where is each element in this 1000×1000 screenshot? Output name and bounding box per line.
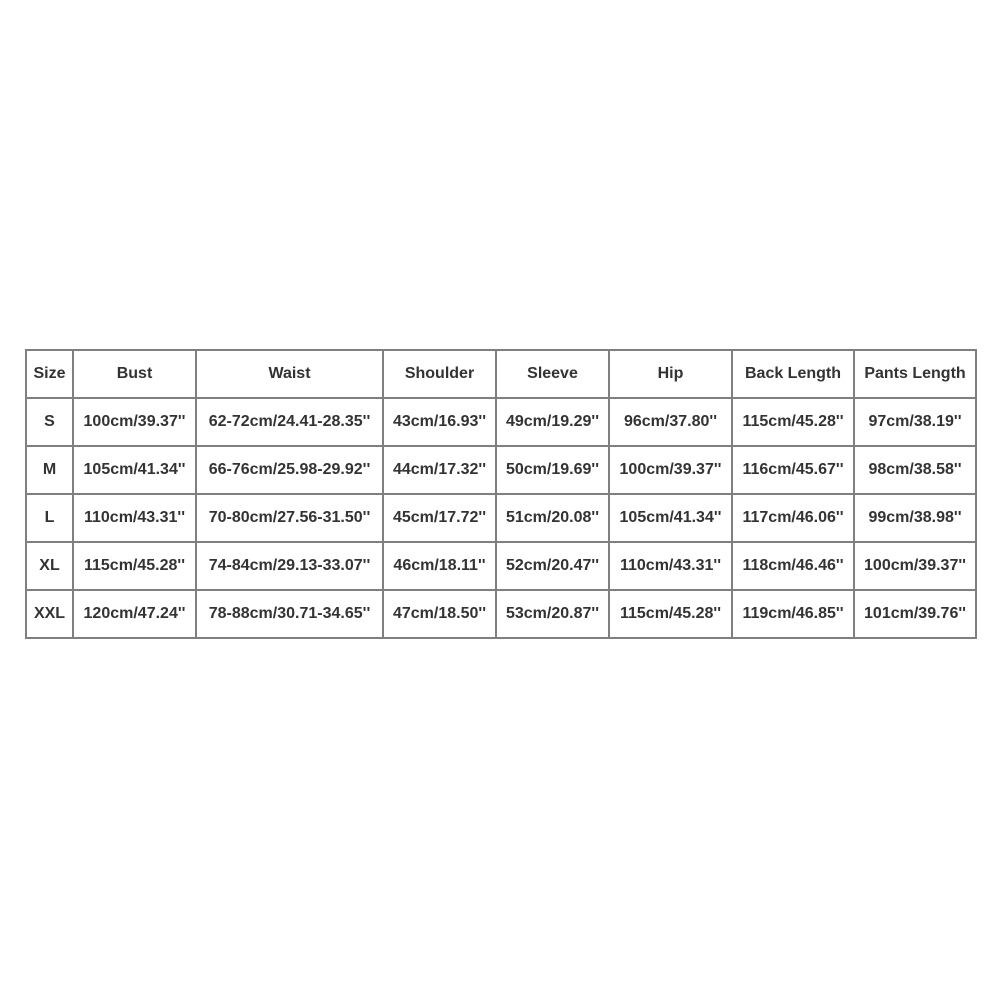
header-cell-hip: Hip [609,350,732,398]
size-cell: XL [26,542,73,590]
hip-cell: 96cm/37.80'' [609,398,732,446]
waist-cell: 74-84cm/29.13-33.07'' [196,542,383,590]
table-row [26,590,976,638]
bust-cell: 105cm/41.34'' [73,446,196,494]
hip-cell: 105cm/41.34'' [609,494,732,542]
waist-cell: 62-72cm/24.41-28.35'' [196,398,383,446]
pants-length-cell: 100cm/39.37'' [854,542,976,590]
size-cell: S [26,398,73,446]
table-row [26,398,976,446]
bust-cell: 100cm/39.37'' [73,398,196,446]
table-row [26,494,976,542]
header-cell-shoulder: Shoulder [383,350,496,398]
sleeve-cell: 51cm/20.08'' [496,494,609,542]
header-cell-size: Size [26,350,73,398]
sleeve-cell: 52cm/20.47'' [496,542,609,590]
shoulder-cell: 46cm/18.11'' [383,542,496,590]
sleeve-cell: 50cm/19.69'' [496,446,609,494]
hip-cell: 100cm/39.37'' [609,446,732,494]
back-length-cell: 118cm/46.46'' [732,542,854,590]
waist-cell: 70-80cm/27.56-31.50'' [196,494,383,542]
table-row [26,542,976,590]
back-length-cell: 116cm/45.67'' [732,446,854,494]
back-length-cell: 115cm/45.28'' [732,398,854,446]
header-cell-sleeve: Sleeve [496,350,609,398]
header-cell-back-length: Back Length [732,350,854,398]
back-length-cell: 117cm/46.06'' [732,494,854,542]
bust-cell: 110cm/43.31'' [73,494,196,542]
pants-length-cell: 97cm/38.19'' [854,398,976,446]
bust-cell: 120cm/47.24'' [73,590,196,638]
hip-cell: 110cm/43.31'' [609,542,732,590]
header-cell-bust: Bust [73,350,196,398]
shoulder-cell: 43cm/16.93'' [383,398,496,446]
size-cell: XXL [26,590,73,638]
size-cell: M [26,446,73,494]
pants-length-cell: 101cm/39.76'' [854,590,976,638]
bust-cell: 115cm/45.28'' [73,542,196,590]
back-length-cell: 119cm/46.85'' [732,590,854,638]
size-cell: L [26,494,73,542]
waist-cell: 66-76cm/25.98-29.92'' [196,446,383,494]
shoulder-cell: 47cm/18.50'' [383,590,496,638]
header-row [26,350,976,398]
waist-cell: 78-88cm/30.71-34.65'' [196,590,383,638]
hip-cell: 115cm/45.28'' [609,590,732,638]
header-cell-waist: Waist [196,350,383,398]
header-cell-pants-length: Pants Length [854,350,976,398]
sleeve-cell: 49cm/19.29'' [496,398,609,446]
shoulder-cell: 44cm/17.32'' [383,446,496,494]
table-row [26,446,976,494]
sleeve-cell: 53cm/20.87'' [496,590,609,638]
size-chart-table [25,349,977,639]
pants-length-cell: 99cm/38.98'' [854,494,976,542]
shoulder-cell: 45cm/17.72'' [383,494,496,542]
pants-length-cell: 98cm/38.58'' [854,446,976,494]
